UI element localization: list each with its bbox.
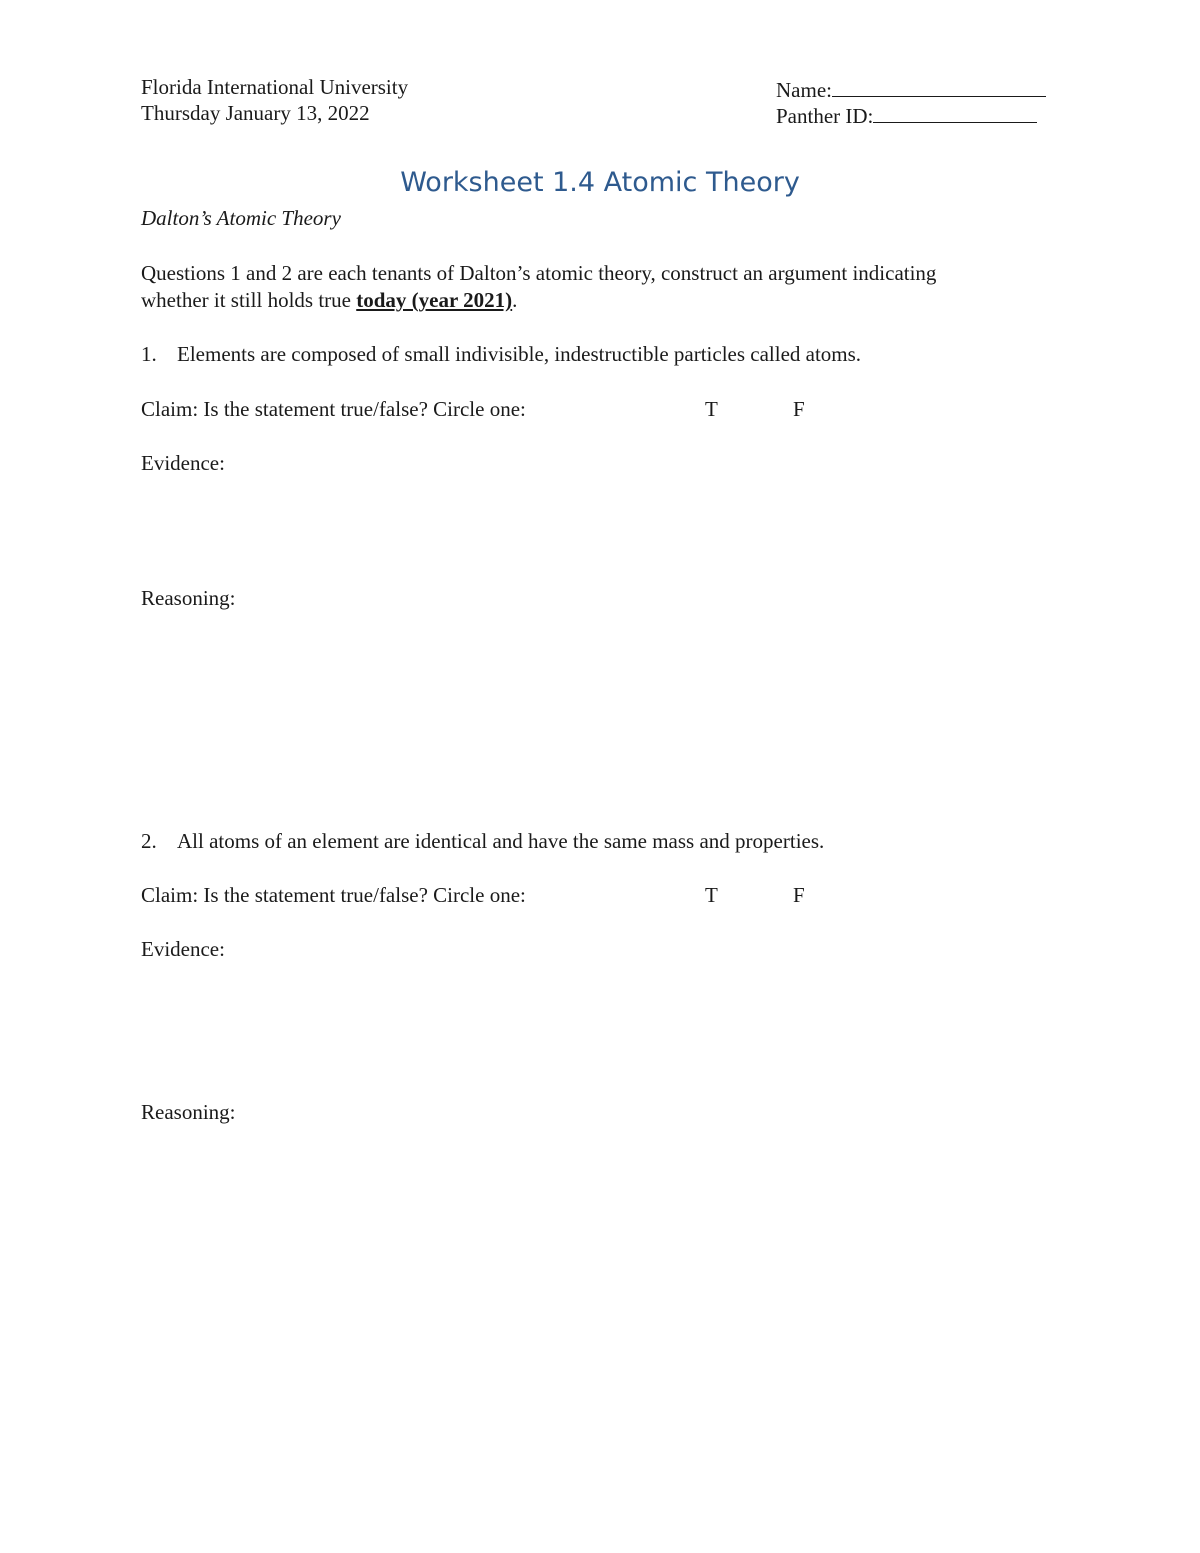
worksheet-title: Worksheet 1.4 Atomic Theory: [400, 167, 800, 198]
question-2-option-true[interactable]: T: [705, 883, 718, 907]
question-2-reasoning-label: Reasoning:: [141, 1100, 236, 1124]
question-1-option-false[interactable]: F: [793, 397, 805, 421]
panther-id-label: Panther ID:: [776, 104, 874, 128]
panther-id-blank[interactable]: [873, 100, 1037, 123]
instructions-line-1: Questions 1 and 2 are each tenants of Dalton’s atomic theory, construct an argument indicating: [141, 261, 937, 285]
question-1-number: 1.: [141, 342, 157, 366]
question-2-reasoning-area[interactable]: [141, 1129, 1059, 1429]
instructions-prefix: whether it still holds true: [141, 288, 357, 312]
question-2-number: 2.: [141, 829, 157, 853]
question-2: [141, 828, 824, 854]
name-blank[interactable]: [832, 74, 1046, 97]
section-subtitle: Dalton’s Atomic Theory: [141, 206, 341, 230]
question-2-statement: All atoms of an element are identical and have the same mass and properties.: [177, 829, 825, 853]
question-1: [141, 341, 861, 367]
instructions-line-2: [141, 287, 517, 313]
name-field[interactable]: [776, 74, 1046, 103]
question-1-claim-label: Claim: Is the statement true/false? Circle one:: [141, 397, 526, 421]
question-2-claim-label: Claim: Is the statement true/false? Circle one:: [141, 883, 526, 907]
instructions-emphasis: today (year 2021): [356, 288, 513, 312]
question-1-reasoning-area[interactable]: [141, 615, 1059, 815]
question-2-option-false[interactable]: F: [793, 883, 805, 907]
worksheet-date: Thursday January 13, 2022: [141, 101, 370, 125]
question-1-option-true[interactable]: T: [705, 397, 718, 421]
panther-id-field[interactable]: [776, 100, 1037, 129]
question-1-statement: Elements are composed of small indivisible, indestructible particles called atoms.: [177, 342, 862, 366]
question-2-evidence-label: Evidence:: [141, 937, 225, 961]
question-1-reasoning-label: Reasoning:: [141, 586, 236, 610]
question-1-evidence-area[interactable]: [141, 480, 1059, 580]
instructions-suffix: .: [512, 288, 518, 312]
institution-name: Florida International University: [141, 75, 409, 99]
name-label: Name:: [776, 78, 832, 102]
question-2-evidence-area[interactable]: [141, 966, 1059, 1086]
question-1-evidence-label: Evidence:: [141, 451, 225, 475]
